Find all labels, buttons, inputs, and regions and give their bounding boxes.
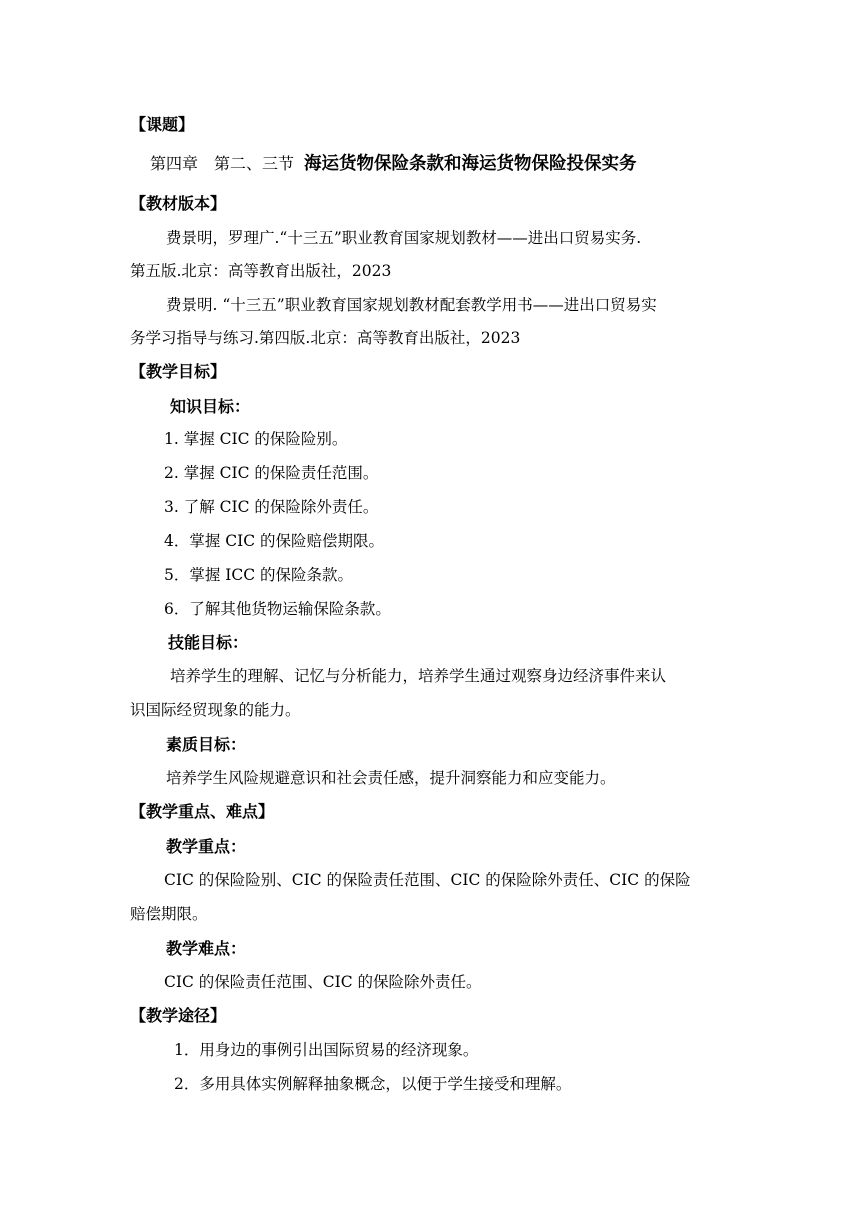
quality-label: 素质目标：	[166, 735, 247, 754]
difficulty-text: CIC 的保险责任范围、CIC 的保险除外责任。	[164, 973, 482, 991]
textbook-ref2-line1: 费景明. “十三五”职业教育国家规划教材配套教学用书——进出口贸易实	[166, 296, 657, 314]
skill-line1: 培养学生的理解、记忆与分析能力，培养学生通过观察身边经济事件来认	[170, 667, 667, 685]
knowledge-item-4: 4．掌握 CIC 的保险赔偿期限。	[164, 532, 385, 550]
knowledge-item-1: 1. 掌握 CIC 的保险险别。	[164, 430, 348, 448]
knowledge-item-3: 3. 了解 CIC 的保险除外责任。	[164, 498, 379, 516]
focus-label: 教学重点：	[166, 837, 247, 856]
objectives-heading: 【教学目标】	[130, 362, 227, 381]
textbook-heading: 【教材版本】	[130, 194, 227, 213]
knowledge-item-5: 5．掌握 ICC 的保险条款。	[164, 566, 354, 584]
approach-heading: 【教学途径】	[130, 1006, 227, 1025]
difficulty-label: 教学难点：	[166, 939, 247, 958]
skill-line2: 识国际经贸现象的能力。	[130, 701, 301, 719]
approach-item-2: 2．多用具体实例解释抽象概念，以便于学生接受和理解。	[174, 1075, 572, 1093]
approach-item-1: 1．用身边的事例引出国际贸易的经济现象。	[174, 1041, 479, 1059]
chapter-label: 第四章 第二、三节	[150, 154, 295, 173]
lesson-title-line	[150, 150, 637, 175]
textbook-ref2-line2: 务学习指导与练习.第四版.北京：高等教育出版社，2023	[130, 329, 521, 347]
knowledge-label: 知识目标：	[170, 397, 251, 416]
knowledge-item-6: 6．了解其他货物运输保险条款。	[164, 600, 391, 618]
keypoints-heading: 【教学重点、难点】	[130, 802, 275, 821]
lesson-heading: 【课题】	[130, 115, 195, 134]
textbook-ref1-line2: 第五版.北京：高等教育出版社，2023	[130, 262, 392, 280]
focus-line1: CIC 的保险险别、CIC 的保险责任范围、CIC 的保险除外责任、CIC 的保险	[164, 871, 691, 889]
skill-label: 技能目标：	[168, 633, 249, 652]
lesson-title: 海运货物保险条款和海运货物保险投保实务	[304, 154, 637, 174]
quality-text: 培养学生风险规避意识和社会责任感，提升洞察能力和应变能力。	[166, 769, 616, 787]
focus-line2: 赔偿期限。	[130, 905, 208, 923]
textbook-ref1-line1: 费景明，罗理广.“十三五”职业教育国家规划教材——进出口贸易实务.	[166, 229, 642, 247]
knowledge-item-2: 2. 掌握 CIC 的保险责任范围。	[164, 464, 379, 482]
